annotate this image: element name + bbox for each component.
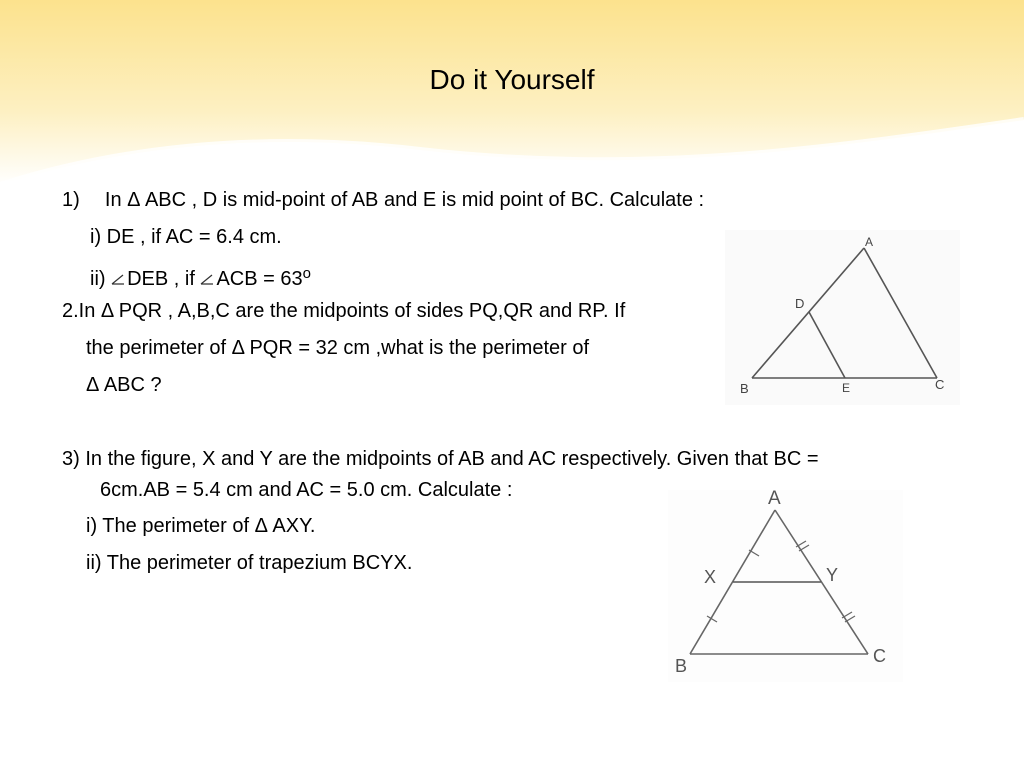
label-a: A <box>768 488 781 509</box>
q2-line-3: Δ ABC ? <box>86 374 162 396</box>
label-d: D <box>795 296 805 311</box>
triangle-abc-figure <box>725 230 960 405</box>
label-a: A <box>865 235 874 249</box>
label-e: E <box>842 381 851 395</box>
q1-line <box>62 187 704 213</box>
label-c: C <box>873 646 886 666</box>
q3-line-1: 3) In the figure, X and Y are the midpoints of AB and AC respectively. Given that BC = <box>62 448 819 470</box>
triangle-axy-figure <box>668 482 903 682</box>
q1-part-ii-text-b: ACB = 63 <box>216 268 303 290</box>
header-band <box>0 0 1024 200</box>
q2-line-2: the perimeter of Δ PQR = 32 cm ,what is the perimeter of <box>86 337 590 359</box>
label-y: Y <box>826 565 839 585</box>
q1-part-ii-text-a: DEB , if <box>127 268 201 290</box>
q1-stem: In Δ ABC , D is mid-point of AB and E is mid point of BC. Calculate : <box>104 189 705 211</box>
q3-line-2: 6cm.AB = 5.4 cm and AC = 5.0 cm. Calculate : <box>100 479 513 501</box>
q1-part-ii <box>90 261 311 292</box>
label-b: B <box>675 656 688 676</box>
label-x: X <box>704 567 717 587</box>
label-b: B <box>740 381 749 396</box>
q1-part-i: i) DE , if AC = 6.4 cm. <box>90 226 282 248</box>
q3-part-i: i) The perimeter of Δ AXY. <box>86 515 316 537</box>
q1-number: 1) <box>62 189 80 211</box>
q2-line-1: 2.In Δ PQR , A,B,C are the midpoints of sides PQ,QR and RP. If <box>62 300 626 322</box>
angle-icon <box>111 272 125 286</box>
label-c: C <box>935 377 945 392</box>
q3-part-ii: ii) The perimeter of trapezium BCYX. <box>86 552 413 574</box>
q1-part-ii-prefix: ii) <box>90 268 112 290</box>
degree-symbol: o <box>302 265 311 282</box>
slide-title: Do it Yourself <box>429 64 595 95</box>
angle-icon <box>200 272 214 286</box>
